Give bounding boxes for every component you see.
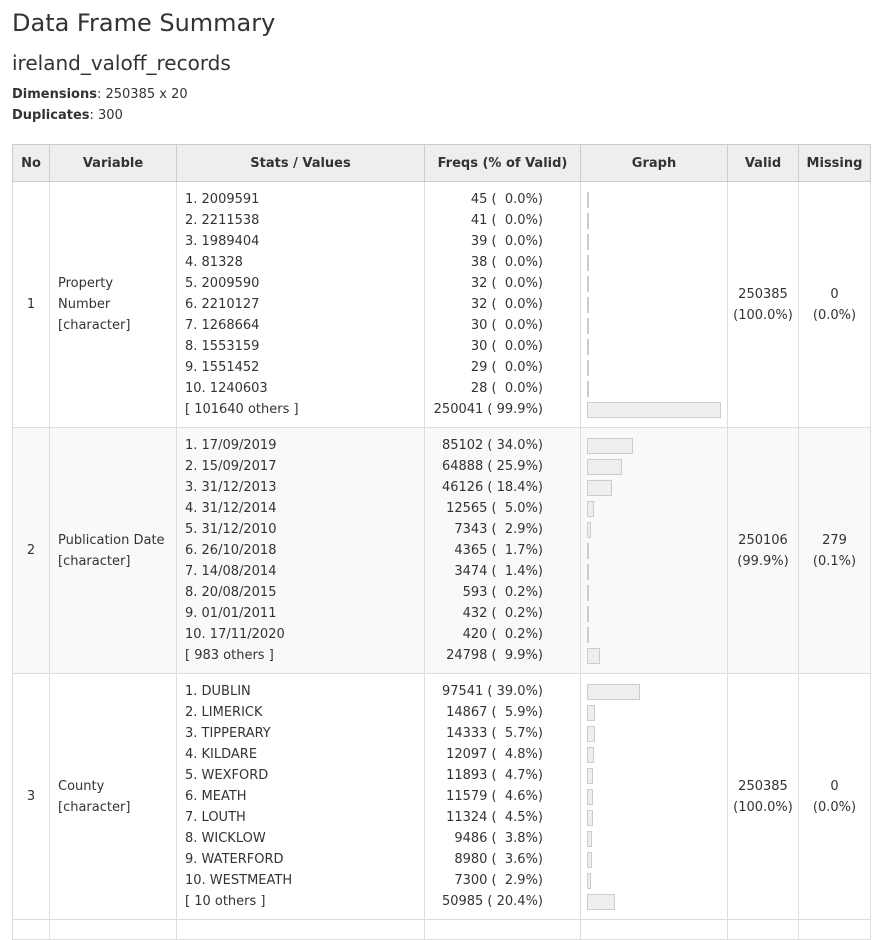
graph-bar — [587, 192, 589, 208]
graph-bar-row — [587, 561, 721, 582]
graph-bar — [587, 402, 721, 418]
dimensions-line — [12, 84, 881, 105]
variable-name: County — [58, 778, 105, 794]
graph-bar-row — [587, 645, 721, 666]
variable-type: [character] — [58, 799, 131, 815]
header-missing: Missing — [799, 145, 871, 182]
graph-bar-row — [587, 870, 721, 891]
graph-bar — [587, 213, 589, 229]
freq-item: 30 ( 0.0%) — [458, 318, 543, 333]
graph-bar — [587, 747, 594, 763]
graph-bar-row — [587, 702, 721, 723]
freq-item: 14333 ( 5.7%) — [446, 726, 543, 741]
graph-bar — [587, 459, 622, 475]
freq-item: 24798 ( 9.9%) — [446, 648, 543, 663]
graph-bar — [587, 564, 589, 580]
graph-bar-row — [587, 477, 721, 498]
value-item: 2. LIMERICK — [185, 705, 263, 720]
freqs-cell — [425, 182, 581, 428]
variable-cell — [50, 182, 177, 428]
graph-bar-row — [587, 273, 721, 294]
value-item: 8. 1553159 — [185, 339, 260, 354]
valid-count: 250385 — [738, 778, 788, 794]
value-item: 5. 31/12/2010 — [185, 522, 277, 537]
graph-bar-row — [587, 765, 721, 786]
partial-cell — [581, 920, 728, 940]
graph-bar-row — [587, 210, 721, 231]
variable-type: [character] — [58, 318, 131, 333]
freq-item: 9486 ( 3.8%) — [450, 831, 543, 846]
graph-bar — [587, 768, 593, 784]
valid-percent: (100.0%) — [733, 307, 793, 323]
value-item: 1. 2009591 — [185, 192, 260, 207]
freqs-cell — [425, 674, 581, 920]
graph-bar-row — [587, 498, 721, 519]
freq-item: 14867 ( 5.9%) — [446, 705, 543, 720]
graph-bar — [587, 360, 589, 376]
graph-bar-row — [587, 603, 721, 624]
freq-item: 432 ( 0.2%) — [454, 606, 543, 621]
freq-item: 50985 ( 20.4%) — [441, 894, 543, 909]
value-item: 4. 81328 — [185, 255, 243, 270]
duplicates-value: : 300 — [89, 108, 123, 123]
missing-count: 0 — [830, 778, 839, 794]
graph-bar-row — [587, 435, 721, 456]
variable-cell — [50, 674, 177, 920]
valid-cell — [728, 674, 799, 920]
graph-bar-row — [587, 849, 721, 870]
graph-bar-row — [587, 336, 721, 357]
dimensions-label: Dimensions — [12, 87, 97, 102]
graph-bar-row — [587, 582, 721, 603]
dimensions-value: : 250385 x 20 — [96, 87, 188, 102]
summary-table — [12, 144, 871, 940]
freq-item: 45 ( 0.0%) — [458, 192, 543, 207]
table-row — [13, 182, 871, 428]
freq-item: 38 ( 0.0%) — [458, 255, 543, 270]
graph-bar — [587, 234, 589, 250]
graph-bar — [587, 810, 593, 826]
graph-cell — [581, 428, 728, 674]
missing-percent: (0.0%) — [812, 307, 857, 323]
graph-bar — [587, 543, 589, 559]
table-body — [13, 182, 871, 940]
value-item: 4. 31/12/2014 — [185, 501, 277, 516]
graph-bar-row — [587, 252, 721, 273]
graph-bar — [587, 438, 633, 454]
graph-bar-row — [587, 294, 721, 315]
graph-bar-row — [587, 357, 721, 378]
value-item: 8. WICKLOW — [185, 831, 266, 846]
graph-bar-row — [587, 624, 721, 645]
partial-cell — [425, 920, 581, 940]
missing-count: 0 — [830, 286, 839, 302]
freq-item: 32 ( 0.0%) — [458, 297, 543, 312]
graph-bar-row — [587, 456, 721, 477]
graph-bar-row — [587, 519, 721, 540]
table-row-partial — [13, 920, 871, 940]
value-item: 4. KILDARE — [185, 747, 258, 762]
freq-item: 11324 ( 4.5%) — [446, 810, 543, 825]
value-item: 3. 31/12/2013 — [185, 480, 277, 495]
page-title: Data Frame Summary — [12, 9, 276, 37]
valid-percent: (99.9%) — [737, 553, 789, 569]
graph-bar-row — [587, 828, 721, 849]
missing-cell — [799, 674, 871, 920]
value-item: 7. 1268664 — [185, 318, 260, 333]
graph-bar — [587, 522, 591, 538]
freq-item: 97541 ( 39.0%) — [441, 684, 543, 699]
graph-bar — [587, 684, 640, 700]
graph-cell — [581, 182, 728, 428]
value-item: 9. 1551452 — [185, 360, 260, 375]
valid-count: 250385 — [738, 286, 788, 302]
freq-item: 41 ( 0.0%) — [458, 213, 543, 228]
stats-values-cell — [177, 674, 425, 920]
header-no: No — [13, 145, 50, 182]
graph-bar-row — [587, 744, 721, 765]
missing-cell — [799, 182, 871, 428]
freq-item: 12097 ( 4.8%) — [446, 747, 543, 762]
graph-bar — [587, 873, 591, 889]
value-item: 3. TIPPERARY — [185, 726, 271, 741]
graph-bar-row — [587, 891, 721, 912]
graph-bar-row — [587, 807, 721, 828]
variable-name: Property Number — [58, 276, 114, 312]
freq-item: 8980 ( 3.6%) — [450, 852, 543, 867]
valid-cell — [728, 428, 799, 674]
freq-item: 11579 ( 4.6%) — [446, 789, 543, 804]
partial-cell — [13, 920, 50, 940]
header-graph: Graph — [581, 145, 728, 182]
value-item: 10. 17/11/2020 — [185, 627, 285, 642]
missing-percent: (0.0%) — [812, 799, 857, 815]
graph-bar — [587, 648, 600, 664]
missing-cell — [799, 428, 871, 674]
freq-item: 3474 ( 1.4%) — [450, 564, 543, 579]
value-item: [ 983 others ] — [185, 648, 274, 663]
graph-bar-row — [587, 189, 721, 210]
variable-cell — [50, 428, 177, 674]
value-item: 6. 26/10/2018 — [185, 543, 277, 558]
value-item: 7. LOUTH — [185, 810, 246, 825]
value-item: 10. 1240603 — [185, 381, 268, 396]
row-number: 1 — [13, 182, 50, 428]
freq-item: 11893 ( 4.7%) — [446, 768, 543, 783]
table-row — [13, 674, 871, 920]
graph-bar — [587, 627, 589, 643]
freq-item: 12565 ( 5.0%) — [446, 501, 543, 516]
graph-bar — [587, 606, 589, 622]
freq-item: 250041 ( 99.9%) — [433, 402, 543, 417]
freq-item: 4365 ( 1.7%) — [450, 543, 543, 558]
graph-bar — [587, 831, 592, 847]
graph-bar — [587, 894, 615, 910]
graph-bar-row — [587, 540, 721, 561]
partial-cell — [177, 920, 425, 940]
header-stats-values: Stats / Values — [177, 145, 425, 182]
value-item: 9. WATERFORD — [185, 852, 284, 867]
freqs-cell — [425, 428, 581, 674]
freq-item: 85102 ( 34.0%) — [441, 438, 543, 453]
graph-bar-row — [587, 681, 721, 702]
graph-bar — [587, 276, 589, 292]
header-row — [13, 145, 871, 182]
freq-item: 29 ( 0.0%) — [458, 360, 543, 375]
graph-bar-row — [587, 399, 721, 420]
freq-item: 28 ( 0.0%) — [458, 381, 543, 396]
graph-bar — [587, 318, 589, 334]
graph-bar — [587, 297, 589, 313]
value-item: [ 10 others ] — [185, 894, 266, 909]
variable-name: Publication Date — [58, 532, 165, 548]
graph-bar — [587, 381, 589, 397]
valid-cell — [728, 182, 799, 428]
graph-bar — [587, 852, 592, 868]
freq-item: 420 ( 0.2%) — [454, 627, 543, 642]
graph-bar-row — [587, 786, 721, 807]
freq-item: 64888 ( 25.9%) — [441, 459, 543, 474]
partial-cell — [50, 920, 177, 940]
value-item: 7. 14/08/2014 — [185, 564, 277, 579]
dataset-name: ireland_valoff_records — [12, 51, 231, 75]
page — [0, 8, 893, 940]
graph-bar — [587, 726, 595, 742]
duplicates-line — [12, 105, 881, 126]
value-item: 1. DUBLIN — [185, 684, 251, 699]
value-item: [ 101640 others ] — [185, 402, 299, 417]
graph-bar-row — [587, 231, 721, 252]
freq-item: 39 ( 0.0%) — [458, 234, 543, 249]
missing-count: 279 — [822, 532, 847, 548]
graph-bar-row — [587, 378, 721, 399]
valid-percent: (100.0%) — [733, 799, 793, 815]
header-variable: Variable — [50, 145, 177, 182]
graph-bar — [587, 480, 612, 496]
value-item: 5. 2009590 — [185, 276, 260, 291]
value-item: 5. WEXFORD — [185, 768, 269, 783]
graph-bar-row — [587, 723, 721, 744]
missing-percent: (0.1%) — [812, 553, 857, 569]
freq-item: 7343 ( 2.9%) — [450, 522, 543, 537]
value-item: 3. 1989404 — [185, 234, 260, 249]
row-number: 3 — [13, 674, 50, 920]
freq-item: 7300 ( 2.9%) — [450, 873, 543, 888]
header-freqs: Freqs (% of Valid) — [425, 145, 581, 182]
valid-count: 250106 — [738, 532, 788, 548]
stats-values-cell — [177, 182, 425, 428]
value-item: 9. 01/01/2011 — [185, 606, 277, 621]
graph-bar — [587, 705, 595, 721]
freq-item: 593 ( 0.2%) — [454, 585, 543, 600]
graph-bar — [587, 255, 589, 271]
value-item: 1. 17/09/2019 — [185, 438, 277, 453]
value-item: 2. 2211538 — [185, 213, 260, 228]
graph-bar — [587, 501, 594, 517]
variable-type: [character] — [58, 553, 131, 569]
table-row — [13, 428, 871, 674]
value-item: 2. 15/09/2017 — [185, 459, 277, 474]
graph-bar — [587, 789, 593, 805]
freq-item: 30 ( 0.0%) — [458, 339, 543, 354]
graph-cell — [581, 674, 728, 920]
freq-item: 32 ( 0.0%) — [458, 276, 543, 291]
row-number: 2 — [13, 428, 50, 674]
header-valid: Valid — [728, 145, 799, 182]
partial-cell — [799, 920, 871, 940]
partial-cell — [728, 920, 799, 940]
graph-bar-row — [587, 315, 721, 336]
value-item: 6. 2210127 — [185, 297, 260, 312]
stats-values-cell — [177, 428, 425, 674]
value-item: 8. 20/08/2015 — [185, 585, 277, 600]
graph-bar — [587, 339, 589, 355]
freq-item: 46126 ( 18.4%) — [441, 480, 543, 495]
value-item: 10. WESTMEATH — [185, 873, 293, 888]
value-item: 6. MEATH — [185, 789, 247, 804]
graph-bar — [587, 585, 589, 601]
duplicates-label: Duplicates — [12, 108, 90, 123]
